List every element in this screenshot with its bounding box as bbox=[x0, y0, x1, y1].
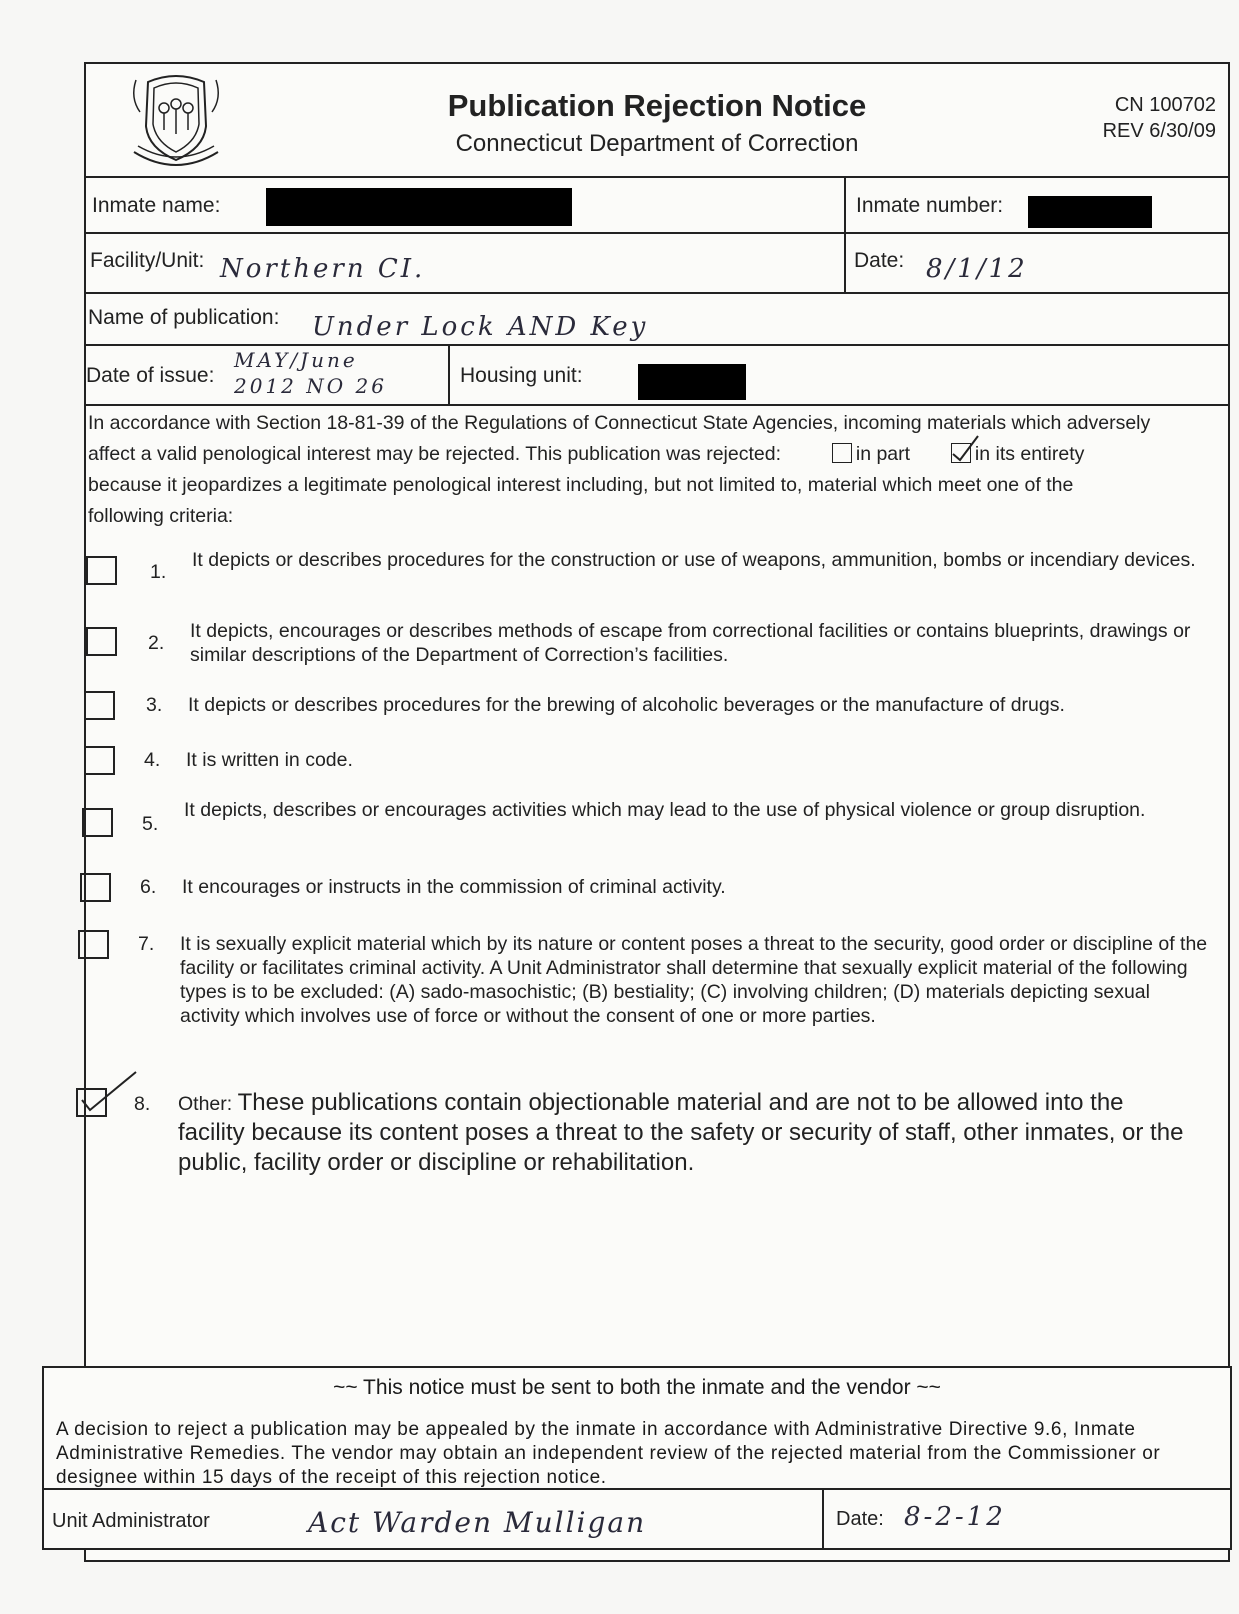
issue-date-label: Date of issue: bbox=[86, 364, 215, 387]
facility-row bbox=[86, 234, 1228, 294]
facility-value: Northern CI. bbox=[220, 254, 426, 284]
criterion-4-number: 4. bbox=[144, 749, 161, 771]
criterion-6-checkbox[interactable] bbox=[80, 873, 111, 902]
in-entirety-label: in its entirety bbox=[974, 443, 1085, 465]
date-value: 8/1/12 bbox=[926, 254, 1028, 284]
intro-paragraph bbox=[80, 408, 1228, 532]
criterion-8-text: These publications contain objectionable material and are not to be allowed into the facility because its content poses a threat to the safety or security of staff, other inmates, or the public, facility order or discipline or rehabilitation. bbox=[178, 1089, 1184, 1176]
inmate-number-label: Inmate number: bbox=[856, 194, 1004, 217]
criterion-3-text: It depicts or describes procedures for the brewing of alcoholic beverages or the manufacture of drugs. bbox=[188, 694, 1065, 716]
criterion-6-text: It encourages or instructs in the commission of criminal activity. bbox=[182, 876, 726, 898]
criterion-7-number: 7. bbox=[138, 933, 155, 955]
inmate-number-redaction bbox=[1028, 196, 1152, 228]
divider bbox=[844, 234, 846, 292]
form-revision: REV 6/30/09 bbox=[1102, 120, 1216, 142]
inmate-name-label: Inmate name: bbox=[92, 194, 221, 217]
criterion-1-number: 1. bbox=[150, 561, 167, 583]
in-part-checkbox[interactable] bbox=[832, 443, 852, 463]
intro-line-3: because it jeopardizes a legitimate penological interest including, but not limited to, material which meet one of the bbox=[88, 474, 1074, 496]
administrator-label: Unit Administrator bbox=[52, 1510, 210, 1532]
criterion-5-number: 5. bbox=[142, 813, 159, 835]
divider bbox=[822, 1490, 824, 1548]
criterion-4-text: It is written in code. bbox=[186, 749, 353, 771]
criterion-5-checkbox[interactable] bbox=[82, 808, 113, 837]
criterion-6-number: 6. bbox=[140, 876, 157, 898]
form-subtitle: Connecticut Department of Correction bbox=[455, 130, 859, 157]
criterion-7-checkbox[interactable] bbox=[78, 930, 109, 959]
issue-row bbox=[86, 346, 1228, 406]
criterion-2-checkbox[interactable] bbox=[86, 627, 117, 656]
housing-unit-label: Housing unit: bbox=[460, 364, 583, 387]
intro-line-4: following criteria: bbox=[88, 505, 234, 527]
publication-label: Name of publication: bbox=[88, 306, 280, 329]
criterion-2-number: 2. bbox=[148, 632, 165, 654]
date-label: Date: bbox=[854, 249, 905, 272]
intro-line-1: In accordance with Section 18-81-39 of the Regulations of Connecticut State Agencies, incoming materials which adversely bbox=[88, 412, 1151, 434]
criterion-8-checkbox[interactable] bbox=[76, 1088, 107, 1117]
criterion-1-checkbox[interactable] bbox=[86, 556, 117, 585]
form-number-block bbox=[1103, 92, 1216, 144]
divider bbox=[844, 178, 846, 232]
criterion-7-text: It is sexually explicit material which by its nature or content poses a threat to the security, good order or discipline of the facility or facilitates criminal activity. A Unit Administrator shall determine that sexually explicit material of the following types is to be excluded: (A) sado-masochistic; (B) bestiality; (C) involving children; (D) materials depicting sexual activity which involves use of force or without the consent of one or more parties. bbox=[180, 933, 1208, 1027]
form-number: CN 100702 bbox=[1114, 94, 1216, 116]
in-entirety-checkbox[interactable] bbox=[951, 443, 971, 463]
divider bbox=[448, 346, 450, 404]
signature-row bbox=[42, 1488, 1232, 1550]
publication-row bbox=[86, 294, 1228, 346]
issue-date-value-line2: 2012 NO 26 bbox=[234, 374, 387, 398]
administrator-signature: Act Warden Mulligan bbox=[308, 1506, 647, 1539]
form-title: Publication Rejection Notice bbox=[447, 88, 867, 123]
criterion-4-checkbox[interactable] bbox=[84, 746, 115, 775]
form-header bbox=[86, 64, 1228, 178]
signature-date-label: Date: bbox=[836, 1508, 884, 1530]
checkmark-icon bbox=[950, 434, 980, 462]
criterion-8-number: 8. bbox=[134, 1093, 151, 1115]
inmate-name-redaction bbox=[266, 188, 572, 226]
criterion-1-text: It depicts or describes procedures for the construction or use of weapons, ammunition, bombs or incendiary devices. bbox=[192, 549, 1196, 571]
intro-line-2 bbox=[88, 439, 1220, 470]
facility-label: Facility/Unit: bbox=[90, 249, 205, 272]
criterion-8-content bbox=[178, 1088, 1188, 1178]
inmate-row bbox=[86, 178, 1228, 234]
notice-heading: ~~ This notice must be sent to both the inmate and the vendor ~~ bbox=[333, 1376, 941, 1399]
intro-line-2-text: affect a valid penological interest may be rejected. This publication was rejected: bbox=[88, 443, 782, 465]
housing-unit-redaction bbox=[638, 364, 746, 400]
issue-date-value-line1: MAY/June bbox=[234, 348, 358, 372]
criterion-3-number: 3. bbox=[146, 694, 163, 716]
publication-value: Under Lock AND Key bbox=[312, 312, 649, 342]
criterion-8-label: Other: bbox=[178, 1093, 233, 1115]
criterion-2-text: It depicts, encourages or describes methods of escape from correctional facilities or contains blueprints, drawings or similar descriptions of the Department of Correction’s facilities. bbox=[190, 620, 1191, 666]
criterion-5-text: It depicts, describes or encourages activities which may lead to the use of physical violence or group disruption. bbox=[184, 799, 1146, 821]
notice-body: A decision to reject a publication may be appealed by the inmate in accordance with Administrative Directive 9.6, Inmate Administrative Remedies. The vendor may obtain an independent review of the rejected material from the Commissioner or designee within 15 days of the receipt of this rejection notice. bbox=[56, 1419, 1161, 1488]
criterion-3-checkbox[interactable] bbox=[84, 691, 115, 720]
signature-date-value: 8-2-12 bbox=[904, 1502, 1006, 1532]
rejection-notice-form bbox=[52, 62, 1230, 1562]
in-part-label: in part bbox=[855, 443, 911, 465]
